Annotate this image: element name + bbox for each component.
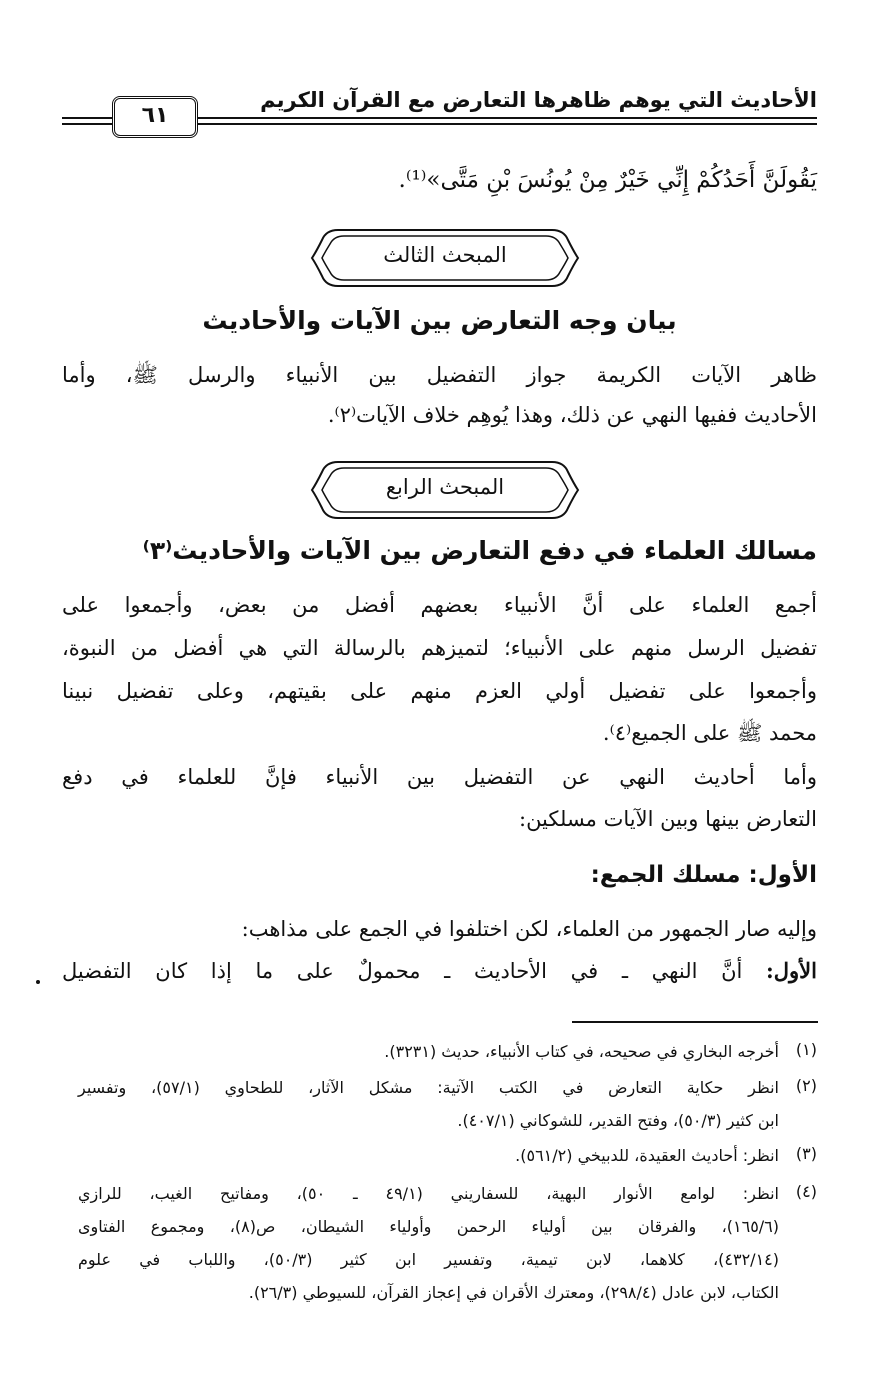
- section-label-fourth: المبحث الرابع: [385, 475, 505, 499]
- footnote-line: انظر حكاية التعارض في الكتب الآتية: مشكل الآثار، للطحاوي (٥٧/١)، وتفسير: [78, 1078, 779, 1097]
- paragraph-line: وأما أحاديث النهي عن التفضيل بين الأنبياء فإنَّ للعلماء في دفع: [62, 765, 817, 789]
- paragraph-line: وإليه صار الجمهور من العلماء، لكن اختلفوا في الجمع على مذاهب:: [241, 917, 817, 941]
- paragraph-line: محمد ﷺ على الجميع⁽٤⁾.: [602, 721, 817, 745]
- paragraph-line: الأحاديث ففيها النهي عن ذلك، وهذا يُوهِم خلاف الآيات⁽٢⁾.: [327, 403, 817, 427]
- footnote-line: ابن كثير (٥٠/٣)، وفتح القدير، للشوكاني (٤٠٧/١).: [457, 1111, 779, 1130]
- paragraph-line: ظاهر الآيات الكريمة جواز التفضيل بين الأنبياء والرسل ﷺ، وأما: [62, 363, 817, 387]
- footnote-number: (١): [795, 1040, 817, 1059]
- footnote-number: (٣): [795, 1144, 817, 1163]
- footnote-line: (١٦٥/٦)، والفرقان بين أولياء الرحمن وأولياء الشيطان، ص(٨)، ومجموع الفتاوى: [78, 1217, 780, 1236]
- paragraph-line: أجمع العلماء على أنَّ الأنبياء بعضهم أفضل من بعض، وأجمعوا على: [62, 593, 817, 617]
- paragraph-line: التعارض بينها وبين الآيات مسلكين:: [519, 807, 817, 831]
- footnote-number: (٢): [795, 1076, 817, 1095]
- section-frame-fourth: [310, 458, 580, 522]
- footnote-line: أخرجه البخاري في صحيحه، في كتاب الأنبياء، حديث (٣٢٣١).: [384, 1042, 779, 1061]
- footnote-line: (٤٣٢/١٤)، كلاهما، لابن تيمية، وتفسير ابن كثير (٥٠/٣)، واللباب في علوم: [78, 1250, 779, 1269]
- opening-hadith-line: يَقُولَنَّ أَحَدُكُمْ إِنِّي خَيْرٌ مِنْ يُونُسَ بْنِ مَتَّى»⁽¹⁾.: [398, 167, 817, 193]
- running-header-title: الأحاديث التي يوهم ظاهرها التعارض مع القرآن الكريم: [260, 88, 817, 112]
- subheading-first-approach: الأول: مسلك الجمع:: [590, 862, 817, 888]
- point-lead: الأول:: [766, 958, 817, 983]
- section-frame-third: [310, 226, 580, 290]
- paragraph-line: وأجمعوا على تفضيل أولي العزم منهم على بقيتهم، وعلى تفضيل نبينا: [62, 679, 817, 703]
- footnote-line: انظر: أحاديث العقيدة، للدبيخي (٥٦١/٢).: [515, 1146, 779, 1165]
- paragraph-line: [62, 956, 817, 986]
- footnote-separator: [572, 1021, 818, 1023]
- section-heading-fourth: مسالك العلماء في دفع التعارض بين الآيات والأحاديث⁽٣⁾: [142, 536, 817, 565]
- footnote-number: (٤): [795, 1182, 817, 1201]
- point-text: أنَّ النهي ـ في الأحاديث ـ محمولٌ على ما إذا كان التفضيل: [62, 959, 767, 983]
- paragraph-line: تفضيل الرسل منهم على الأنبياء؛ لتميزهم بالرسالة التي هي أفضل من النبوة،: [62, 636, 817, 660]
- stray-mark: [36, 980, 40, 984]
- footnote-line: انظر: لوامع الأنوار البهية، للسفاريني (٤٩/١ ـ ٥٠)، ومفاتيح الغيب، للرازي: [78, 1184, 779, 1203]
- section-heading-third: بيان وجه التعارض بين الآيات والأحاديث: [202, 306, 677, 335]
- footnote-line: الكتاب، لابن عادل (٢٩٨/٤)، ومعترك الأقران في إعجاز القرآن، للسيوطي (٢٦/٣).: [248, 1283, 779, 1302]
- section-label-third: المبحث الثالث: [383, 243, 507, 267]
- page-number: ٦١: [112, 96, 198, 138]
